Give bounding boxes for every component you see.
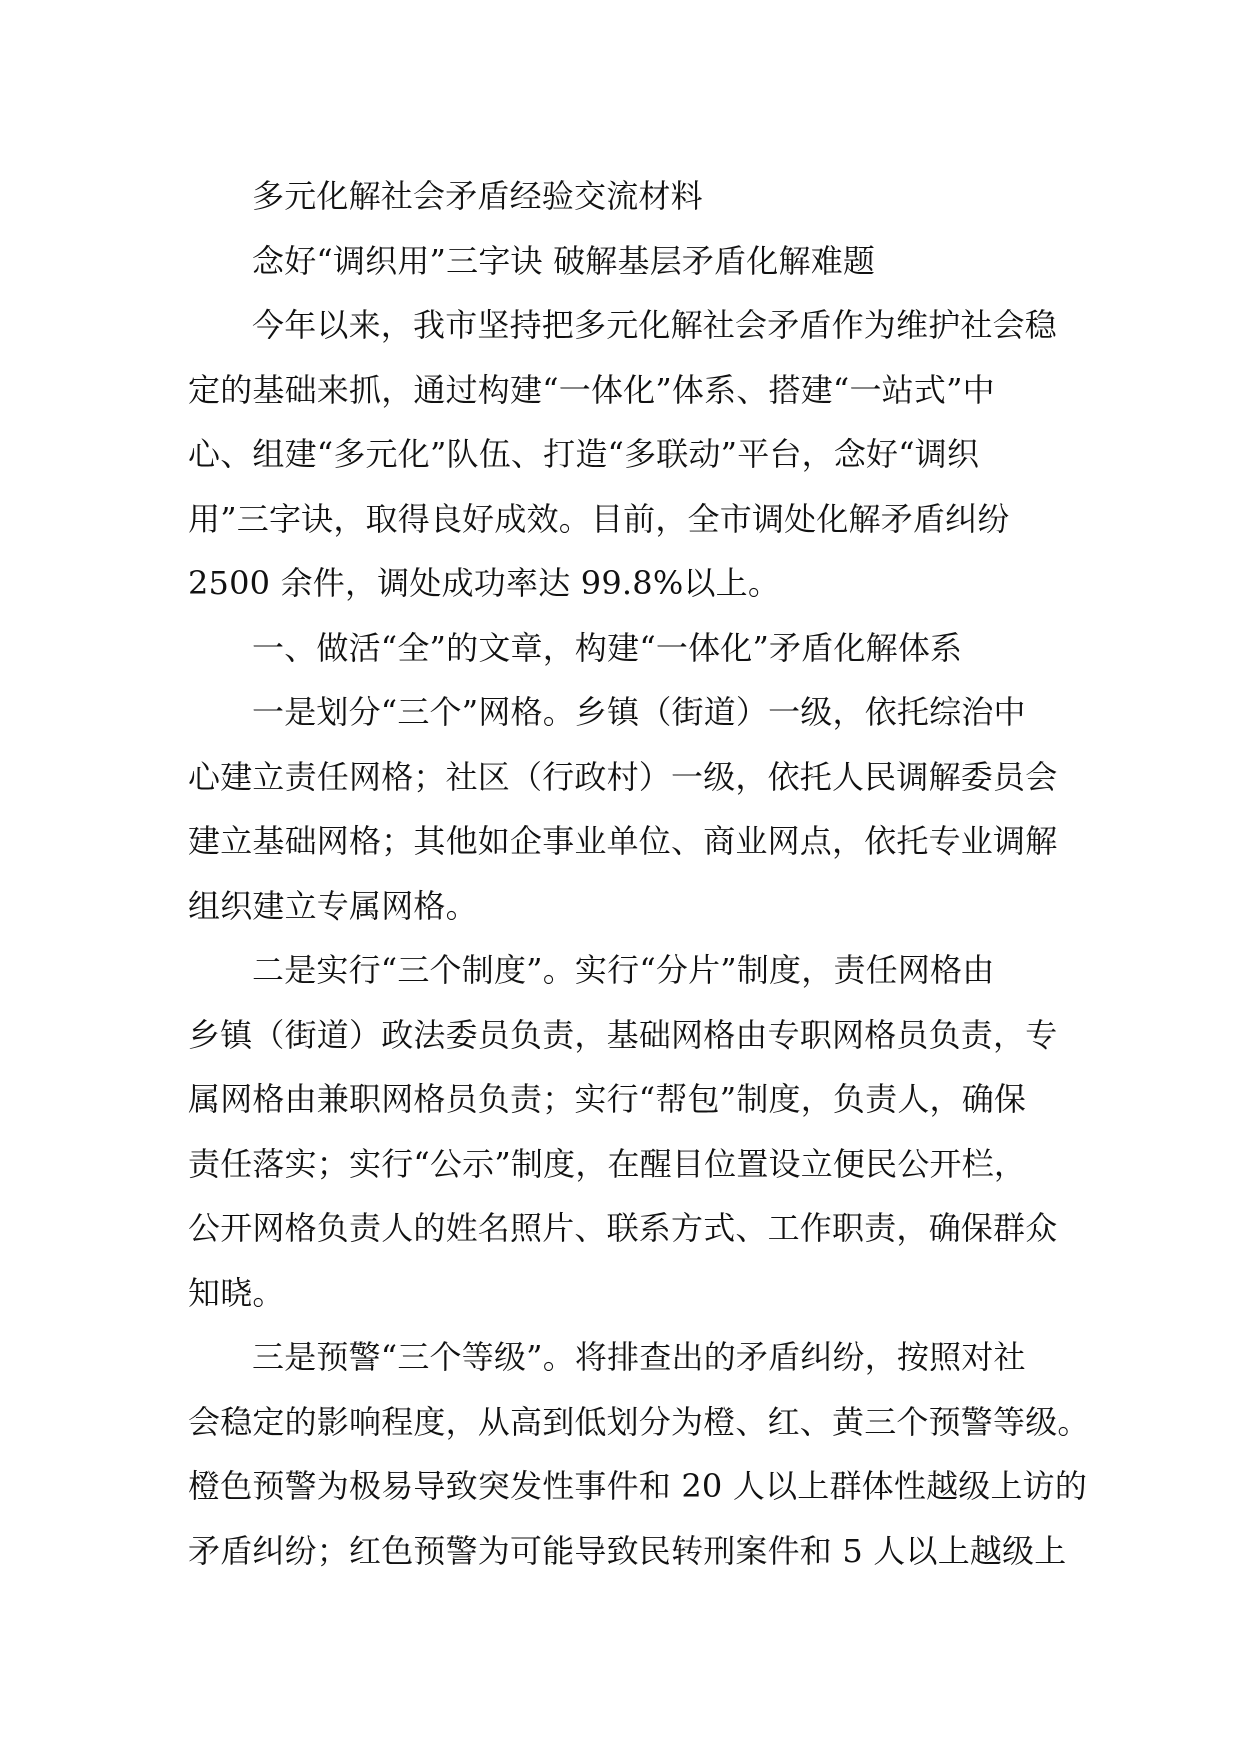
paragraph-line: 二是实行“三个制度”。实行“分片”制度，责任网格由: [252, 951, 995, 989]
paragraph-item-1: [188, 680, 1070, 938]
paragraph-line: 三是预警“三个等级”。将排查出的矛盾纠纷，按照对社: [252, 1338, 1026, 1376]
document-title: 多元化解社会矛盾经验交流材料: [252, 177, 703, 215]
paragraph-line: 属网格由兼职网格员负责；实行“帮包”制度，负责人，确保: [188, 1080, 1027, 1118]
paragraph-line: 责任落实；实行“公示”制度，在醒目位置设立便民公开栏，: [188, 1144, 1027, 1183]
document-body: [188, 164, 1090, 1583]
document-subtitle: 念好“调织用”三字诀 破解基层矛盾化解难题: [252, 241, 876, 280]
paragraph-line: 会稳定的影响程度，从高到低划分为橙、红、黄三个预警等级。: [188, 1402, 1090, 1441]
paragraph-line: 组织建立专属网格。: [188, 886, 478, 925]
paragraph-line: 2500 余件，调处成功率达 99.8%以上。: [188, 564, 781, 602]
paragraph-line: 用”三字诀，取得良好成效。目前，全市调处化解矛盾纠纷: [188, 499, 1010, 538]
paragraph-line: 知晓。: [188, 1273, 285, 1312]
paragraph-line: 乡镇（街道）政法委员负责，基础网格由专职网格员负责，专: [188, 1015, 1058, 1054]
paragraph-line: 公开网格负责人的姓名照片、联系方式、工作职责，确保群众: [188, 1209, 1058, 1247]
paragraph-line: 定的基础来抓，通过构建“一体化”体系、搭建“一站式”中: [188, 370, 995, 409]
paragraph-item-3: [188, 1325, 1090, 1583]
section-heading-line: 一、做活“全”的文章，构建“一体化”矛盾化解体系: [252, 628, 963, 667]
paragraph-line: 橙色预警为极易导致突发性事件和 20 人以上群体性越级上访的: [188, 1467, 1088, 1505]
paragraph-line: 建立基础网格；其他如企事业单位、商业网点，依托专业调解: [188, 822, 1058, 860]
paragraph-line: 矛盾纠纷；红色预警为可能导致民转刑案件和 5 人以上越级上: [188, 1531, 1067, 1570]
paragraph-line: 今年以来，我市坚持把多元化解社会矛盾作为维护社会稳: [252, 306, 1058, 344]
section-heading: [188, 616, 1070, 681]
paragraph-intro: [188, 293, 1070, 616]
paragraph-line: 一是划分“三个”网格。乡镇（街道）一级，依托综治中: [252, 693, 1026, 731]
paragraph-line: 心、组建“多元化”队伍、打造“多联动”平台，念好“调织: [188, 435, 980, 473]
paragraph-line: 心建立责任网格；社区（行政村）一级，依托人民调解委员会: [188, 757, 1058, 796]
paragraph-item-2: [188, 938, 1070, 1325]
